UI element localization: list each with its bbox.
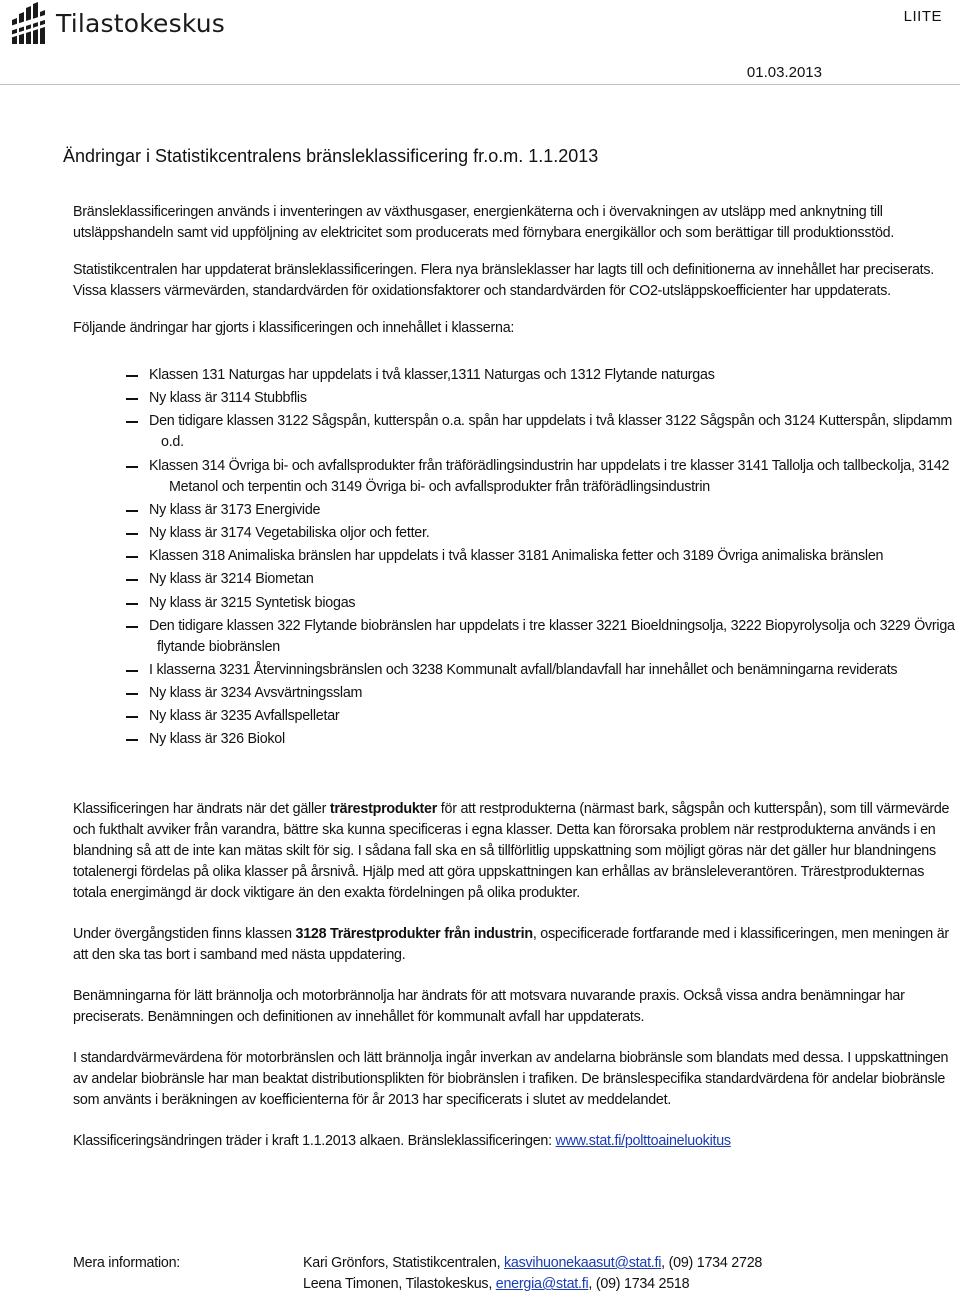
document-body: [73, 202, 957, 1152]
page-title: Ändringar i Statistikcentralens bränsleklassificering fr.o.m. 1.1.2013: [63, 146, 599, 166]
list-item: Ny klass är 3173 Energivide: [137, 500, 957, 521]
paragraph-standard-values: I standardvärmevärdena för motorbränslen och lätt brännolja ingår inverkan av andelarna biobränsle som blandats med dessa. I uppskattningen av andelar biobränsle har man beaktat distributionsplikten för biobränslen i trafiken. De bränslespecifika standardvärdena för andelar biobränsle som använts i beräkningen av koefficienterna för år 2013 har specificerats i slutet av meddelandet.: [73, 1049, 949, 1108]
contact-line-2: [303, 1274, 762, 1295]
paragraph-update: Statistikcentralen har uppdaterat bränsleklassificeringen. Flera nya bränsleklasser har lagts till och definitionerna av innehållet har preciserats. Vissa klassers värmevärden, standardvärden för oxidationsfaktorer och standardvärden för CO2-utsläppskoefficienter har uppdaterats.: [73, 262, 935, 299]
paragraph-changes-lead: Följande ändringar har gjorts i klassificeringen och innehållet i klasserna:: [73, 320, 515, 336]
text-run: , (09) 1734 2518: [588, 1276, 690, 1292]
list-item: Klassen 318 Animaliska bränslen har uppdelats i två klasser 3181 Animaliska fetter och 3189 Övriga animaliska bränslen: [137, 546, 957, 567]
list-item: Ny klass är 3174 Vegetabiliska oljor och fetter.: [137, 523, 957, 544]
bold-term: 3128 Trärestprodukter från industrin: [295, 925, 533, 942]
list-item: Ny klass är 326 Biokol: [137, 729, 957, 750]
header-divider: [0, 84, 960, 85]
logo-text: Tilastokeskus: [56, 8, 226, 38]
paragraph-intro: Bränsleklassificeringen används i inventeringen av växthusgaser, energienkäterna och i övervakningen av utsläpp med anknytning till utsläppshandeln samt vid uppföljning av elektricitet som producerats med förnybara energikällor och som berättigar till produktionsstöd.: [73, 204, 895, 241]
list-item: Ny klass är 3114 Stubbflis: [137, 388, 957, 409]
text-run: Under övergångstiden finns klassen: [73, 925, 296, 942]
bold-term: trärestprodukter: [329, 800, 438, 817]
paragraph-transition: [73, 924, 957, 966]
contact-line-1: [303, 1253, 762, 1274]
list-item: Ny klass är 3234 Avsvärtningsslam: [137, 683, 957, 704]
email-link-kasvihuonekaasut[interactable]: kasvihuonekaasut@stat.fi: [504, 1255, 662, 1271]
email-link-energia[interactable]: energia@stat.fi: [495, 1276, 589, 1292]
text-run: Klassificeringsändringen träder i kraft 1.1.2013 alkaen. Bränsleklassificeringen:: [73, 1132, 556, 1149]
text-run: för att restprodukterna (närmast bark, sågspån och kutterspån), som till värmevärde och fukthalt avviker från varandra, bättre ska kunna specificeras i egna klasser. Detta kan förorsaka problem när restprodukterna används i en blandning så att de inte kan mätas skilt för sig. I sådana fall ska en så tillförlitlig uppskattning som möjligt göras när det gäller hur blandningens totalenergi fördelas på olika klasser på årsnivå. Hjälp med att göra uppskattningen kan erhållas av bränsleleverantören. Trärestprodukternas totala energimängd är dock viktigare än den exakta fördelningen på olika produkter.: [73, 800, 950, 901]
list-item: Klassen 131 Naturgas har uppdelats i två klasser,1311 Naturgas och 1312 Flytande naturgas: [137, 365, 957, 386]
document-date: 01.03.2013: [746, 64, 822, 81]
list-item: Ny klass är 3214 Biometan: [137, 569, 957, 590]
text-run: Klassificeringen har ändrats när det gäller: [73, 800, 330, 817]
text-run: Kari Grönfors, Statistikcentralen,: [303, 1255, 505, 1271]
changes-list: [137, 365, 957, 750]
list-item: I klasserna 3231 Återvinningsbränslen och 3238 Kommunalt avfall/blandavfall har innehållet och benämningarna reviderats: [137, 660, 957, 681]
liite-label: LIITE: [903, 8, 942, 25]
tilastokeskus-logo-icon: [10, 2, 48, 44]
list-item: Den tidigare klassen 3122 Sågspån, kutterspån o.a. spån har uppdelats i två klasser 3122 Sågspån och 3124 Kutterspån, slipdamm o.d.: [137, 411, 957, 453]
footer-contacts: [303, 1253, 762, 1295]
list-item: Den tidigare klassen 322 Flytande biobränslen har uppdelats i tre klasser 3221 Bioeldningsolja, 3222 Biopyrolysolja och 3229 Övriga flytande biobränslen: [137, 616, 957, 658]
text-run: , ospecificerade fortfarande med i klassificeringen, men meningen är att den ska tas bort i samband med nästa uppdatering.: [73, 925, 949, 963]
list-item: Klassen 314 Övriga bi- och avfallsprodukter från träförädlingsindustrin har uppdelats i tre klasser 3141 Tallolja och tallbeckolja, 3142 Metanol och terpentin och 3149 Övriga bi- och avfallsprodukter från träförädlingsindustrin: [137, 456, 957, 498]
paragraph-names: Benämningarna för lätt brännolja och motorbrännolja har ändrats för att motsvara nuvarande praxis. Också vissa andra benämningar har preciserats. Benämningen och definitionen av innehållet för kommunalt avfall har uppdaterats.: [73, 987, 905, 1025]
list-item: Ny klass är 3235 Avfallspelletar: [137, 706, 957, 727]
paragraph-effective: [73, 1131, 957, 1152]
classification-link[interactable]: www.stat.fi/polttoaineluokitus: [555, 1132, 731, 1149]
text-run: , (09) 1734 2728: [661, 1255, 763, 1271]
list-item: Ny klass är 3215 Syntetisk biogas: [137, 593, 957, 614]
footer-label: Mera information:: [73, 1255, 180, 1271]
text-run: Leena Timonen, Tilastokeskus,: [303, 1276, 496, 1292]
paragraph-trarest: [73, 799, 957, 904]
logo: [10, 2, 225, 44]
spacer: [73, 753, 957, 799]
